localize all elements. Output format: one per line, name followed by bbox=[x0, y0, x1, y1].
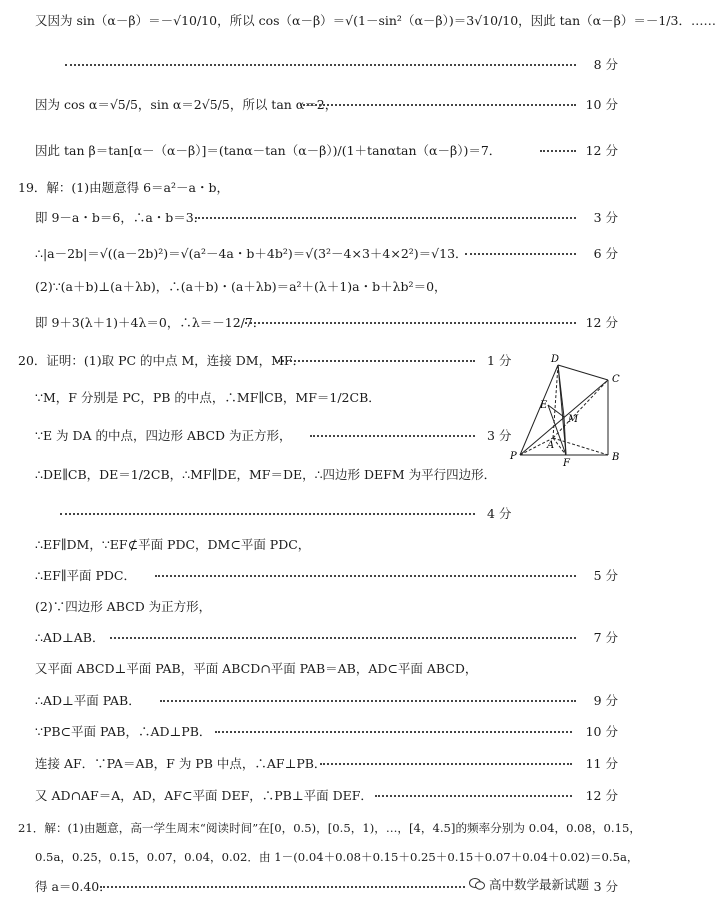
leader-dots bbox=[195, 217, 576, 219]
score: 10 分 bbox=[585, 724, 618, 739]
score: 11 分 bbox=[585, 756, 618, 771]
solution-line bbox=[0, 177, 636, 199]
solution-line bbox=[0, 140, 636, 162]
line-text: 19．解：(1)由题意得 6＝a²－a・b， bbox=[18, 180, 229, 195]
solution-line bbox=[0, 534, 636, 556]
leader-dots bbox=[275, 360, 475, 362]
solution-line bbox=[0, 785, 636, 807]
figure-label: P bbox=[510, 451, 517, 462]
solution-line bbox=[0, 243, 636, 265]
leader-dots bbox=[110, 637, 576, 639]
leader-dots bbox=[60, 513, 475, 515]
leader-dots bbox=[300, 104, 576, 106]
line-text: 因为 cos α＝√5/5，sin α＝2√5/5，所以 tan α＝2， bbox=[35, 97, 338, 112]
watermark bbox=[465, 874, 593, 896]
score: 12 分 bbox=[585, 315, 618, 330]
score: 3 分 bbox=[487, 428, 512, 443]
figure-label: E bbox=[540, 400, 548, 411]
score: 12 分 bbox=[585, 143, 618, 158]
solution-line bbox=[0, 10, 716, 32]
score: 1 分 bbox=[487, 353, 512, 368]
figure-label: B bbox=[612, 452, 620, 463]
leader-dots bbox=[215, 731, 572, 733]
solution-line bbox=[0, 596, 636, 618]
line-text: 21．解：(1)由题意，高一学生周末“阅读时间”在[0，0.5)，[0.5，1)，…，[4，4.5]的频率分别为 0.04，0.08，0.15， bbox=[18, 821, 641, 835]
watermark-text: 高中数学最新试题 bbox=[489, 877, 590, 892]
line-text: ∵PB⊂平面 PAB，∴AD⊥PB． bbox=[35, 724, 212, 739]
figure-label: C bbox=[612, 374, 620, 385]
leader-dots bbox=[320, 763, 572, 765]
solution-line bbox=[0, 627, 636, 649]
leader-dots bbox=[540, 150, 576, 152]
score: 3 分 bbox=[593, 879, 618, 894]
solution-line bbox=[0, 54, 636, 76]
leader-dots bbox=[155, 575, 576, 577]
line-text: 即 9－a・b＝6，∴a・b＝3． bbox=[35, 210, 207, 225]
figure-label: F bbox=[563, 458, 570, 469]
solution-line bbox=[0, 658, 636, 680]
leader-dots bbox=[375, 795, 572, 797]
score: 10 分 bbox=[585, 97, 618, 112]
solution-line bbox=[0, 565, 636, 587]
line-text: (2)∵(a＋b)⊥(a＋λb)，∴(a＋b)・(a＋λb)＝a²＋(λ＋1)a・b＋λb²＝0， bbox=[35, 279, 447, 294]
solution-line bbox=[0, 817, 641, 839]
figure-label: D bbox=[551, 354, 560, 365]
leader-dots bbox=[465, 253, 576, 255]
line-text: 又平面 ABCD⊥平面 PAB，平面 ABCD∩平面 PAB＝AB，AD⊂平面 ABCD， bbox=[35, 661, 478, 676]
solution-line bbox=[0, 721, 636, 743]
solution-line bbox=[0, 276, 636, 298]
score: 5 分 bbox=[593, 568, 618, 583]
line-text: ∴EF∥DM，∵EF⊄平面 PDC，DM⊂平面 PDC， bbox=[35, 537, 311, 552]
line-text: 又 AD∩AF＝A，AD，AF⊂平面 DEF，∴PB⊥平面 DEF． bbox=[35, 788, 373, 803]
solution-line bbox=[0, 312, 636, 334]
line-text: 又因为 sin（α－β）＝－√10/10，所以 cos（α－β）＝√(1－sin²（α－β）)＝3√10/10，因此 tan（α－β）＝－1/3．…… bbox=[35, 13, 716, 28]
score: 4 分 bbox=[487, 506, 512, 521]
score: 9 分 bbox=[593, 693, 618, 708]
solution-line bbox=[0, 207, 636, 229]
solution-line bbox=[0, 690, 636, 712]
score: 7 分 bbox=[593, 630, 618, 645]
figure-label: A bbox=[547, 440, 555, 451]
line-text: ∵E 为 DA 的中点，四边形 ABCD 为正方形， bbox=[35, 428, 292, 443]
line-text: 连接 AF．∵PA＝AB，F 为 PB 中点，∴AF⊥PB． bbox=[35, 756, 327, 771]
geometry-figure bbox=[508, 350, 632, 470]
line-text: 即 9＋3(λ＋1)＋4λ＝0，∴λ＝－12/7． bbox=[35, 315, 266, 330]
leader-dots bbox=[245, 322, 576, 324]
leader-dots bbox=[310, 435, 475, 437]
score: 6 分 bbox=[593, 246, 618, 261]
solution-line bbox=[0, 753, 636, 775]
line-text: 20．证明：(1)取 PC 的中点 M，连接 DM，MF． bbox=[18, 353, 306, 368]
line-text: ∴AD⊥平面 PAB． bbox=[35, 693, 141, 708]
line-text: 得 a＝0.40． bbox=[35, 879, 112, 894]
score: 3 分 bbox=[593, 210, 618, 225]
score: 12 分 bbox=[585, 788, 618, 803]
leader-dots bbox=[160, 700, 576, 702]
solution-line bbox=[0, 94, 636, 116]
leader-dots bbox=[65, 64, 576, 66]
wechat-icon bbox=[469, 877, 485, 891]
solution-line bbox=[0, 503, 636, 525]
line-text: ∴EF∥平面 PDC． bbox=[35, 568, 136, 583]
line-text: 0.5a，0.25，0.15，0.07，0.04，0.02．由 1－(0.04＋0.08＋0.15＋0.25＋0.15＋0.07＋0.04＋0.02)＝0.5a， bbox=[35, 850, 639, 864]
line-text: 因此 tan β＝tan[α－（α－β）]＝(tanα－tan（α－β）)/(1＋tanαtan（α－β）)＝7． bbox=[35, 143, 502, 158]
line-text: ∴AD⊥AB． bbox=[35, 630, 105, 645]
line-text: ∵M，F 分别是 PC，PB 的中点，∴MF∥CB，MF＝1/2CB． bbox=[35, 390, 381, 405]
line-text: ∴DE∥CB，DE＝1/2CB，∴MF∥DE，MF＝DE，∴四边形 DEFM 为平行四边形． bbox=[35, 467, 497, 482]
line-text: ∴|a－2b|＝√((a－2b)²)＝√(a²－4a・b＋4b²)＝√(3²－4×3＋4×2²)＝√13． bbox=[35, 246, 468, 261]
figure-label: M bbox=[568, 414, 579, 425]
line-text: (2)∵四边形 ABCD 为正方形， bbox=[35, 599, 212, 614]
solution-line bbox=[0, 846, 639, 868]
score: 8 分 bbox=[593, 57, 618, 72]
